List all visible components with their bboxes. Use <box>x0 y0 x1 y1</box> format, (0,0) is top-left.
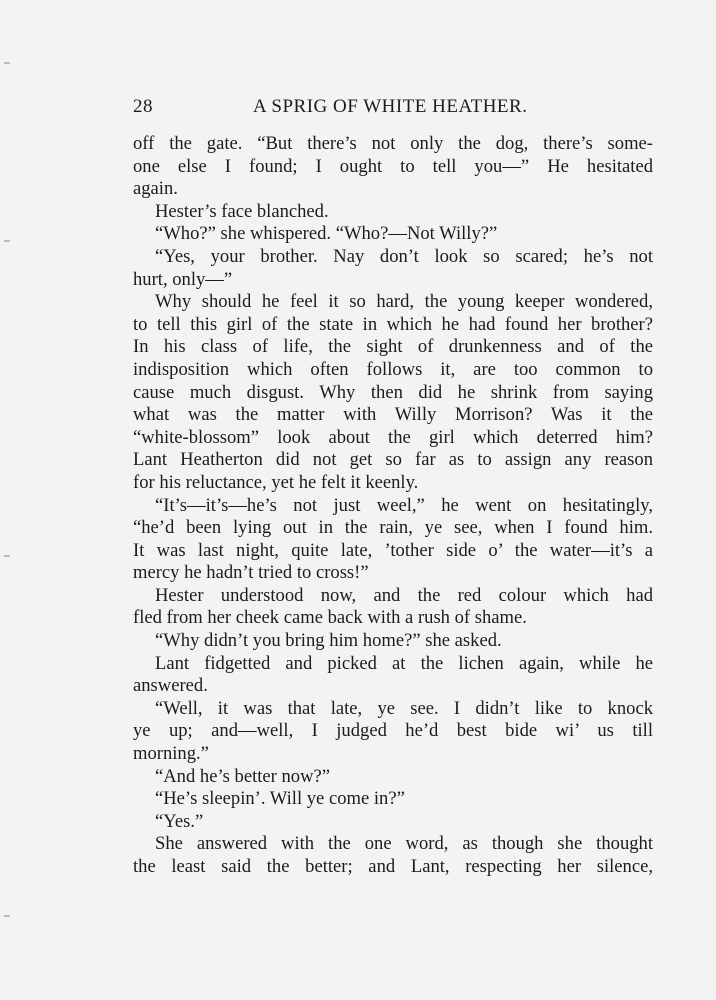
text-line: again. <box>133 178 178 200</box>
text-line: “And he’s better now?” <box>155 765 331 787</box>
text-line: what was the matter with Willy Morrison? Was it the <box>133 404 653 426</box>
text-line: for his reluctance, yet he felt it keenly. <box>133 471 419 493</box>
text-line: answered. <box>133 675 208 697</box>
text-line: mercy he hadn’t tried to cross!” <box>133 562 369 584</box>
text-line: indisposition which often follows it, are too common to <box>133 358 653 380</box>
text-line: fled from her cheek came back with a rush of shame. <box>133 607 527 629</box>
text-line: hurt, only—” <box>133 268 233 290</box>
text-line: “He’s sleepin’. Will ye come in?” <box>155 788 405 810</box>
text-line: cause much disgust. Why then did he shrink from saying <box>133 381 653 403</box>
text-line: Why should he feel it so hard, the young keeper wondered, <box>155 291 653 313</box>
text-line: “Who?” she whispered. “Who?—Not Willy?” <box>155 223 498 245</box>
text-line: “It’s—it’s—he’s not just weel,” he went on hesitatingly, <box>155 494 653 516</box>
text-line: morning.” <box>133 743 209 765</box>
text-line: ye up; and—well, I judged he’d best bide wi’ us till <box>133 720 653 742</box>
text-line: to tell this girl of the state in which he had found her brother? <box>133 313 653 335</box>
text-line: In his class of life, the sight of drunkenness and of the <box>133 336 653 358</box>
text-line: “Why didn’t you bring him home?” she asked. <box>155 630 502 652</box>
text-line: Lant Heatherton did not get so far as to assign any reason <box>133 449 653 471</box>
text-line: She answered with the one word, as though she thought <box>155 833 653 855</box>
page-header <box>133 96 653 122</box>
text-line: “he’d been lying out in the rain, ye see, when I found him. <box>133 517 653 539</box>
text-line: Hester’s face blanched. <box>155 200 329 222</box>
text-line: “Yes.” <box>155 810 204 832</box>
edge-mark <box>4 915 10 917</box>
text-line: one else I found; I ought to tell you—” He hesitated <box>133 155 653 177</box>
text-line: “Yes, your brother. Nay don’t look so scared; he’s not <box>155 245 653 267</box>
text-line: “Well, it was that late, ye see. I didn’t like to knock <box>155 697 653 719</box>
edge-mark <box>4 62 10 64</box>
text-line: Hester understood now, and the red colour which had <box>155 584 653 606</box>
text-line: “white-blossom” look about the girl which deterred him? <box>133 426 653 448</box>
edge-mark <box>4 240 10 242</box>
text-line: the least said the better; and Lant, respecting her silence, <box>133 856 653 877</box>
page-number: 28 <box>133 96 153 117</box>
body-text <box>133 133 653 879</box>
text-line: Lant fidgetted and picked at the lichen again, while he <box>155 652 653 674</box>
text-line: off the gate. “But there’s not only the dog, there’s some- <box>133 133 653 154</box>
running-title: A SPRIG OF WHITE HEATHER. <box>253 96 528 117</box>
edge-mark <box>4 555 10 557</box>
text-line: It was last night, quite late, ’tother side o’ the water—it’s a <box>133 539 653 561</box>
